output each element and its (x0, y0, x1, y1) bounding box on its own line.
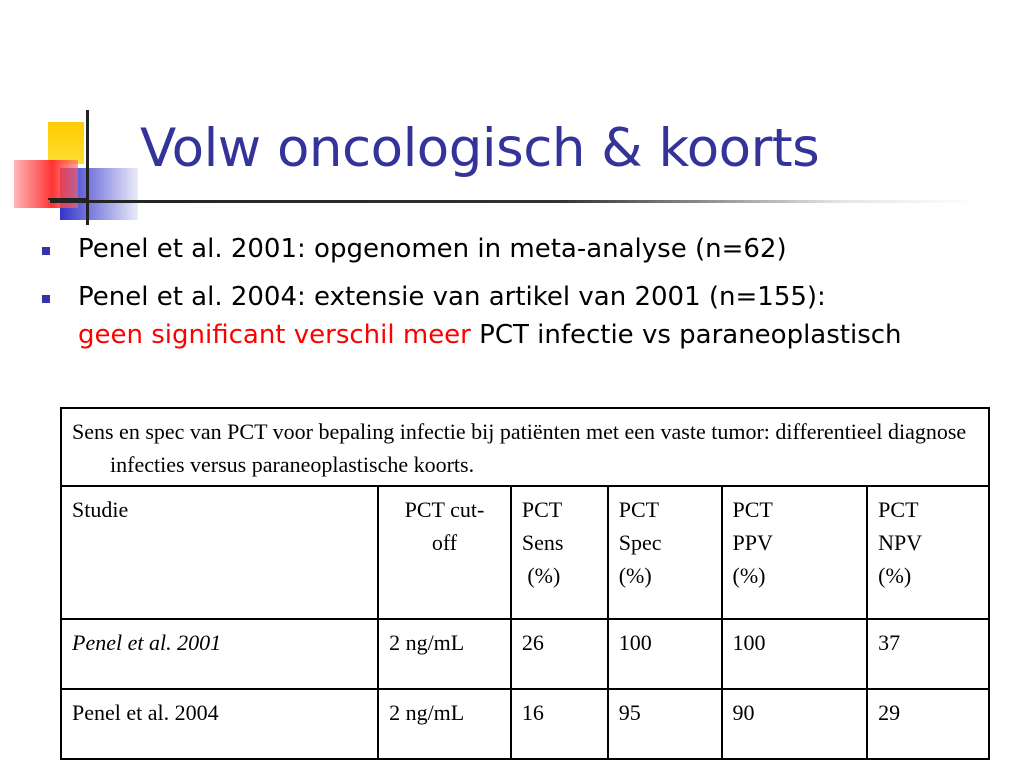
cell-npv: 29 (867, 689, 989, 759)
table-caption-cell (61, 408, 989, 486)
cell-sens: 16 (511, 689, 608, 759)
bullet-text: Penel et al. 2001: opgenomen in meta-analyse (n=62) (78, 234, 787, 264)
header-sens: PCT Sens (%) (511, 486, 608, 619)
cell-ppv: 90 (722, 689, 868, 759)
bullet-continuation (40, 318, 1024, 352)
bullet-list (40, 232, 1024, 352)
table-row (61, 689, 989, 759)
table-row (61, 619, 989, 689)
header-cutoff: PCT cut- off (378, 486, 511, 619)
cell-npv: 37 (867, 619, 989, 689)
table-header-row (61, 486, 989, 619)
bullet-item (40, 232, 1024, 266)
bullet-square-icon (42, 295, 50, 303)
bullet-square-icon (42, 247, 50, 255)
results-table (60, 407, 990, 760)
cell-spec: 100 (608, 619, 722, 689)
bullet-text: Penel et al. 2004: extensie van artikel van 2001 (n=155): (78, 282, 826, 312)
title-underline (50, 200, 980, 203)
cell-cutoff: 2 ng/mL (378, 619, 511, 689)
cell-studie: Penel et al. 2004 (61, 689, 378, 759)
slide-decoration (0, 100, 140, 230)
table-caption: Sens en spec van PCT voor bepaling infectie bij patiënten met een vaste tumor: differentieel diagnose infecties versus paraneoplastische koorts. (72, 419, 967, 477)
slide-title: Volw oncologisch & koorts (140, 118, 820, 179)
highlight-text: geen significant verschil meer (78, 320, 471, 350)
cell-sens: 26 (511, 619, 608, 689)
cell-cutoff: 2 ng/mL (378, 689, 511, 759)
header-npv: PCT NPV (%) (867, 486, 989, 619)
cell-ppv: 100 (722, 619, 868, 689)
header-ppv: PCT PPV (%) (722, 486, 868, 619)
bullet-item (40, 280, 1024, 314)
cell-spec: 95 (608, 689, 722, 759)
header-studie: Studie (61, 486, 378, 619)
continuation-text: PCT infectie vs paraneoplastisch (470, 320, 902, 350)
cell-studie: Penel et al. 2001 (61, 619, 378, 689)
header-spec: PCT Spec (%) (608, 486, 722, 619)
